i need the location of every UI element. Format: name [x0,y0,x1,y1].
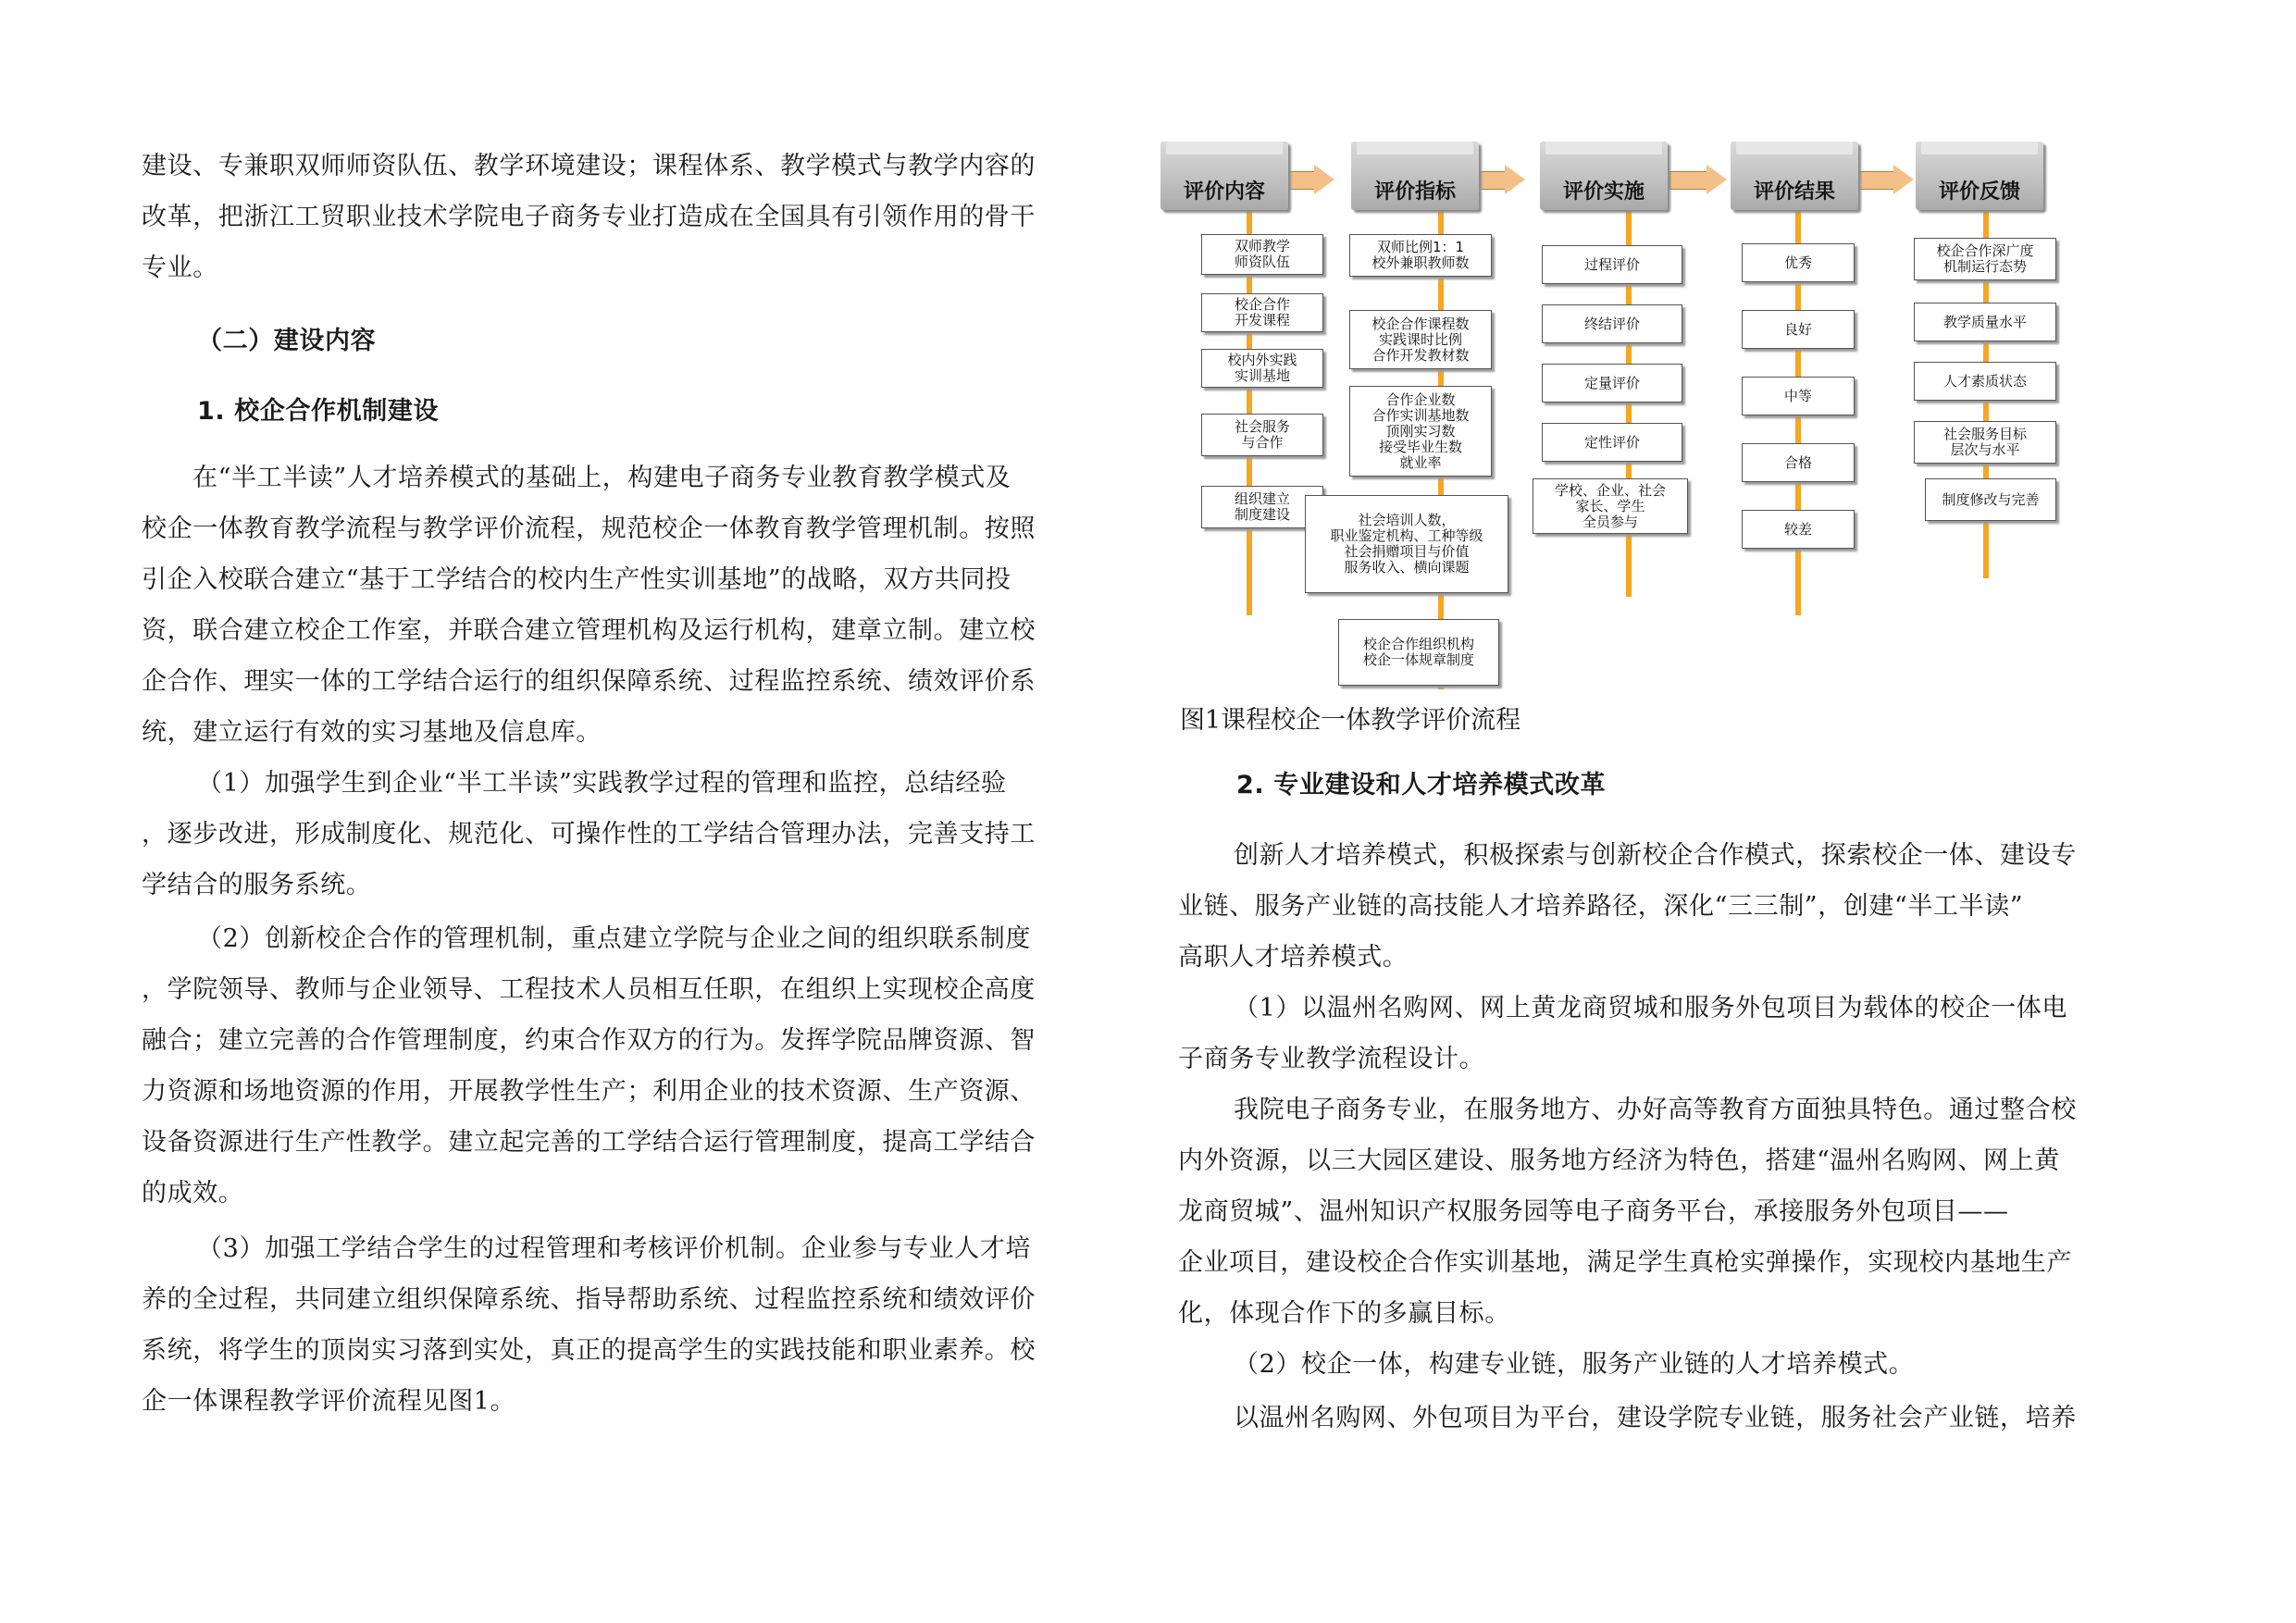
paragraph-line: 的成效。 [142,1179,244,1208]
paragraph-line: 子商务专业教学流程设计。 [1178,1045,1485,1073]
flow-box: 校内外实践 实训基地 [1201,349,1323,388]
paragraph-line: 统，建立运行有效的实习基地及信息库。 [142,718,602,747]
paragraph-line: 改革，把浙江工贸职业技术学院电子商务专业打造成在全国具有引领作用的骨干 [142,203,1036,231]
paragraph-line: 企一体课程教学评价流程见图1。 [142,1387,516,1416]
paragraph-line: 专业。 [142,254,218,282]
paragraph-line: 资，联合建立校企工作室，并联合建立管理机构及运行机构，建章立制。建立校 [142,616,1036,645]
paragraph-line: 养的全过程，共同建立组织保障系统、指导帮助系统、过程监控系统和绩效评价 [142,1285,1036,1314]
flow-box: 双师教学 师资队伍 [1201,234,1323,275]
flow-box: 合格 [1742,443,1855,482]
paragraph-line: 融合；建立完善的合作管理制度，约束合作双方的行为。发挥学院品牌资源、智 [142,1026,1036,1055]
flow-box: 组织建立 制度建设 [1201,486,1323,528]
flow-arrow-head [1505,165,1525,194]
flow-arrow [1858,171,1895,190]
paragraph-line: 校企一体教育教学流程与教学评价流程，规范校企一体教育教学管理机制。按照 [142,514,1036,543]
paragraph-line: 创新人才培养模式，积极探索与创新校企合作模式，探索校企一体、建设专 [1234,841,2077,870]
paragraph-line: 系统，将学生的顶岗实习落到实处，真正的提高学生的实践技能和职业素养。校 [142,1336,1036,1365]
subsection-heading: 1. 校企合作机制建设 [197,397,440,426]
section-heading: （二）建设内容 [197,327,377,355]
flow-arrow-head [1706,165,1727,194]
flow-box: 社会服务 与合作 [1201,414,1323,456]
paragraph-line: 企合作、理实一体的工学结合运行的组织保障系统、过程监控系统、绩效评价系 [142,667,1036,696]
flow-box: 社会服务目标 层次与水平 [1914,421,2056,464]
flow-box: 校企合作深广度 机制运行态势 [1914,238,2056,280]
paragraph-line: （2）创新校企合作的管理机制，重点建立学院与企业之间的组织联系制度 [197,924,1031,953]
paragraph-line: （3）加强工学结合学生的过程管理和考核评价机制。企业参与专业人才培 [197,1234,1031,1263]
figure-caption: 图1课程校企一体教学评价流程 [1180,706,1521,735]
paragraph-line: 以温州名购网、外包项目为平台，建设学院专业链，服务社会产业链，培养 [1234,1404,2077,1432]
paragraph-line: ，学院领导、教师与企业领导、工程技术人员相互任职，在组织上实现校企高度 [142,975,1036,1004]
paragraph-line: 在“半工半读”人才培养模式的基础上，构建电子商务专业教育教学模式及 [192,464,1011,492]
paragraph-line: 建设、专兼职双师师资队伍、教学环境建设；课程体系、教学模式与教学内容的 [142,152,1036,180]
flow-box: 教学质量水平 [1914,303,2056,341]
flow-box: 学校、企业、社会 家长、学生 全员参与 [1533,478,1688,534]
flow-box: 合作企业数 合作实训基地数 顶刚实习数 接受毕业生数 就业率 [1349,386,1492,477]
flow-box: 人才素质状态 [1914,362,2056,401]
flow-arrow [1286,171,1316,190]
flow-box: 定量评价 [1542,364,1682,403]
paragraph-line: 设备资源进行生产性教学。建立起完善的工学结合运行管理制度，提高工学结合 [142,1128,1036,1157]
header-evaluation-implementation: 评价实施 [1540,142,1668,210]
flow-box: 终结评价 [1542,304,1682,343]
flow-box: 校企合作 开发课程 [1201,293,1323,332]
flow-box: 双师比例1：1 校外兼职教师数 [1349,234,1492,277]
flow-arrow-head [1314,165,1334,194]
flow-box: 社会培训人数， 职业鉴定机构、工种等级 社会捐赠项目与价值 服务收入、横向课题 [1305,495,1508,593]
flow-box: 较差 [1742,510,1855,549]
header-evaluation-result: 评价结果 [1731,142,1858,210]
flow-box: 定性评价 [1542,423,1682,462]
flow-box: 过程评价 [1542,245,1682,284]
header-evaluation-content: 评价内容 [1160,142,1288,210]
flow-arrow-head [1893,165,1914,194]
paragraph-line: 引企入校联合建立“基于工学结合的校内生产性实训基地”的战略，双方共同投 [142,565,1011,594]
subsection-heading: 2. 专业建设和人才培养模式改革 [1236,771,1607,799]
flow-box: 校企合作组织机构 校企一体规章制度 [1338,619,1499,686]
paragraph-line: ，逐步改进，形成制度化、规范化、可操作性的工学结合管理办法，完善支持工 [142,820,1036,849]
paragraph-line: （2）校企一体，构建专业链，服务产业链的人才培养模式。 [1234,1350,1915,1379]
flow-box: 制度修改与完善 [1925,478,2056,521]
paragraph-line: （1）加强学生到企业“半工半读”实践教学过程的管理和监控，总结经验 [197,769,1007,798]
paragraph-line: 我院电子商务专业，在服务地方、办好高等教育方面独具特色。通过整合校 [1234,1096,2077,1124]
paragraph-line: 业链、服务产业链的高技能人才培养路径，深化“三三制”，创建“半工半读” [1178,892,2024,921]
paragraph-line: （1）以温州名购网、网上黄龙商贸城和服务外包项目为载体的校企一体电 [1234,994,2067,1022]
flow-box: 中等 [1742,377,1855,415]
flow-arrow [1479,171,1507,190]
paragraph-line: 化，体现合作下的多赢目标。 [1178,1299,1510,1328]
paragraph-line: 内外资源，以三大园区建设、服务地方经济为特色，搭建“温州名购网、网上黄 [1178,1146,2060,1175]
flow-arrow [1669,171,1708,190]
paragraph-line: 龙商贸城”、温州知识产权服务园等电子商务平台，承接服务外包项目—— [1178,1197,2009,1226]
flow-box: 优秀 [1742,243,1855,282]
paragraph-line: 学结合的服务系统。 [142,871,372,899]
header-evaluation-indicator: 评价指标 [1351,142,1479,210]
paragraph-line: 力资源和场地资源的作用，开展教学性生产；利用企业的技术资源、生产资源、 [142,1077,1036,1106]
paragraph-line: 企业项目，建设校企合作实训基地，满足学生真枪实弹操作，实现校内基地生产 [1178,1248,2072,1277]
flow-box: 校企合作课程数 实践课时比例 合作开发教材数 [1349,310,1492,369]
paragraph-line: 高职人才培养模式。 [1178,943,1409,972]
flow-box: 良好 [1742,310,1855,349]
header-evaluation-feedback: 评价反馈 [1916,142,2043,210]
evaluation-flowchart [1157,134,2138,689]
